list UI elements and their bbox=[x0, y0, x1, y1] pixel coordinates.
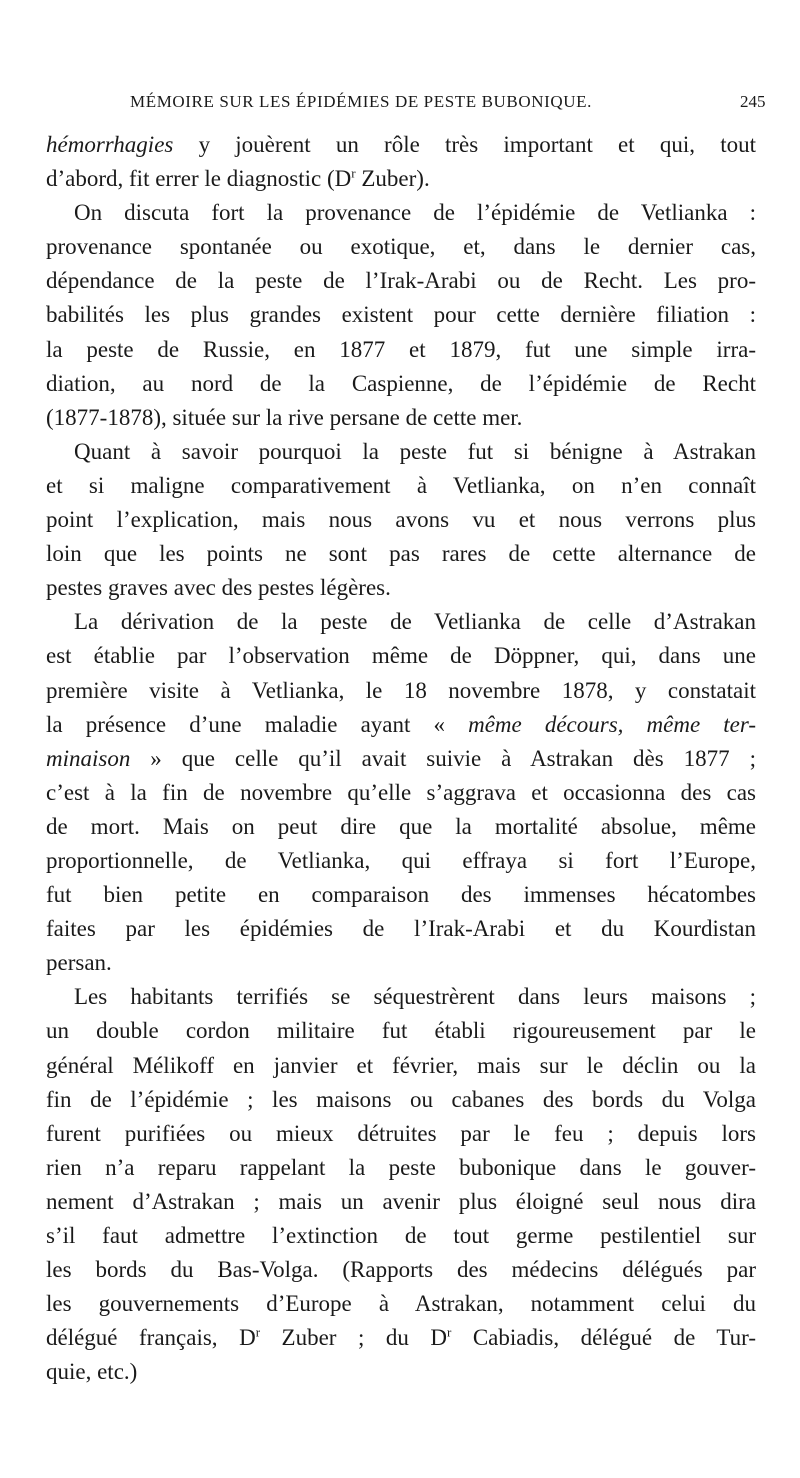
text-segment: faites par les épidémies de l’Irak-Arabi et du Kourdistan bbox=[46, 916, 756, 942]
text-line bbox=[46, 639, 756, 673]
superscript: r bbox=[255, 1324, 261, 1340]
text-segment: La dérivation de la peste de Vetlianka de celle d’Astrakan bbox=[74, 609, 756, 635]
text-line bbox=[46, 605, 756, 639]
text-line bbox=[46, 571, 756, 605]
text-segment: provenance spontanée ou exotique, et, dans le dernier cas, bbox=[46, 234, 756, 260]
text-segment: nement d’Astrakan ; mais un avenir plus éloigné seul nous dira bbox=[46, 1188, 756, 1214]
text-segment: persan. bbox=[46, 950, 112, 976]
text-segment: première visite à Vetlianka, le 18 novembre 1878, y constatait bbox=[46, 677, 756, 703]
text-line bbox=[46, 1185, 756, 1219]
italic-text: minaison bbox=[46, 745, 131, 771]
text-segment: On discuta fort la provenance de l’épidémie de Vetlianka : bbox=[74, 200, 756, 226]
italic-text: hémorrhagies bbox=[46, 132, 174, 157]
text-line bbox=[46, 1287, 756, 1321]
text-segment: quie, etc.) bbox=[46, 1359, 138, 1385]
text-segment: diation, au nord de la Caspienne, de l’épidémie de Recht bbox=[46, 370, 756, 396]
superscript: r bbox=[351, 165, 356, 181]
running-title: MÉMOIRE SUR LES ÉPIDÉMIES DE PESTE BUBONIQUE. bbox=[130, 92, 592, 111]
italic-text: même décours, même ter- bbox=[468, 711, 756, 737]
text-segment: Cabiadis, délégué de Tur- bbox=[451, 1325, 756, 1351]
text-segment: rien n’a reparu rappelant la peste bubonique dans le gouver- bbox=[46, 1154, 756, 1180]
text-line bbox=[46, 980, 756, 1014]
text-segment: furent purifiées ou mieux détruites par le feu ; depuis lors bbox=[46, 1120, 756, 1146]
text-segment: général Mélikoff en janvier et février, mais sur le déclin ou la bbox=[46, 1052, 756, 1078]
text-line bbox=[46, 878, 756, 912]
text-line bbox=[46, 1049, 756, 1083]
text-line bbox=[46, 435, 756, 469]
text-line bbox=[46, 401, 756, 435]
text-segment: s’il faut admettre l’extinction de tout germe pestilentiel sur bbox=[46, 1223, 756, 1248]
text-segment: Zuber ; du D bbox=[260, 1325, 447, 1351]
text-line bbox=[46, 810, 756, 844]
text-segment: et si maligne comparativement à Vetlianka, on n’en connaît bbox=[46, 472, 756, 498]
text-line bbox=[46, 503, 756, 537]
text-line bbox=[46, 1219, 756, 1253]
text-segment: d’abord, fit errer le diagnostic (D bbox=[46, 166, 352, 192]
text-segment: dépendance de la peste de l’Irak-Arabi ou de Recht. Les pro- bbox=[46, 268, 756, 294]
text-segment: (1877-1878), située sur la rive persane de cette mer. bbox=[46, 404, 523, 430]
text-segment: proportionnelle, de Vetlianka, qui effraya si fort l’Europe, bbox=[46, 847, 756, 873]
text-line bbox=[46, 1014, 756, 1048]
text-segment: c’est à la fin de novembre qu’elle s’aggrava et occasionna des cas bbox=[46, 779, 756, 805]
text-line bbox=[46, 1151, 756, 1185]
text-line bbox=[46, 469, 756, 503]
text-segment: les bords du Bas-Volga. (Rapports des médecins délégués par bbox=[46, 1257, 756, 1283]
text-segment: délégué français, D bbox=[46, 1325, 256, 1351]
text-line bbox=[46, 674, 756, 708]
text-segment: loin que les points ne sont pas rares de cette alternance de bbox=[46, 541, 756, 567]
text-segment: Les habitants terrifiés se séquestrèrent dans leurs maisons ; bbox=[74, 984, 756, 1010]
text-line bbox=[46, 264, 756, 298]
text-line bbox=[46, 1355, 756, 1389]
text-segment: la peste de Russie, en 1877 et 1879, fut une simple irra- bbox=[46, 336, 756, 362]
text-segment: » que celle qu’il avait suivie à Astrakan dès 1877 ; bbox=[130, 745, 756, 771]
text-segment: est établie par l’observation même de Döppner, qui, dans une bbox=[46, 643, 756, 669]
text-segment: babilités les plus grandes existent pour cette dernière filiation : bbox=[46, 302, 756, 328]
text-segment: fut bien petite en comparaison des immenses hécatombes bbox=[46, 882, 756, 908]
text-line bbox=[46, 298, 756, 332]
text-segment: Zuber). bbox=[355, 166, 430, 192]
text-line bbox=[46, 1117, 756, 1151]
text-segment: fin de l’épidémie ; les maisons ou cabanes des bords du Volga bbox=[46, 1086, 756, 1112]
text-line bbox=[46, 946, 756, 980]
text-line bbox=[46, 708, 756, 742]
text-line bbox=[46, 537, 756, 571]
text-segment: la présence d’une maladie ayant « bbox=[46, 711, 469, 737]
text-segment: de mort. Mais on peut dire que la mortalité absolue, même bbox=[46, 813, 756, 839]
text-line bbox=[46, 1321, 756, 1355]
text-segment: pestes graves avec des pestes légères. bbox=[46, 575, 391, 601]
text-line bbox=[46, 844, 756, 878]
text-line bbox=[46, 1253, 756, 1287]
text-line bbox=[46, 333, 756, 367]
text-line bbox=[46, 1083, 756, 1117]
body-text bbox=[46, 128, 756, 1389]
page-number: 245 bbox=[740, 92, 766, 111]
text-line bbox=[46, 230, 756, 264]
text-line bbox=[46, 162, 756, 196]
text-line bbox=[46, 776, 756, 810]
text-line bbox=[46, 128, 756, 162]
text-line bbox=[46, 742, 756, 776]
text-segment: y jouèrent un rôle très important et qui, tout bbox=[173, 132, 756, 157]
text-line bbox=[46, 196, 756, 230]
text-line bbox=[46, 367, 756, 401]
text-line bbox=[46, 912, 756, 946]
text-segment: un double cordon militaire fut établi rigoureusement par le bbox=[46, 1018, 756, 1044]
text-segment: les gouvernements d’Europe à Astrakan, notamment celui du bbox=[46, 1291, 756, 1317]
text-segment: Quant à savoir pourquoi la peste fut si bénigne à Astrakan bbox=[74, 438, 756, 464]
superscript: r bbox=[446, 1324, 452, 1340]
text-segment: point l’explication, mais nous avons vu et nous verrons plus bbox=[46, 507, 756, 533]
